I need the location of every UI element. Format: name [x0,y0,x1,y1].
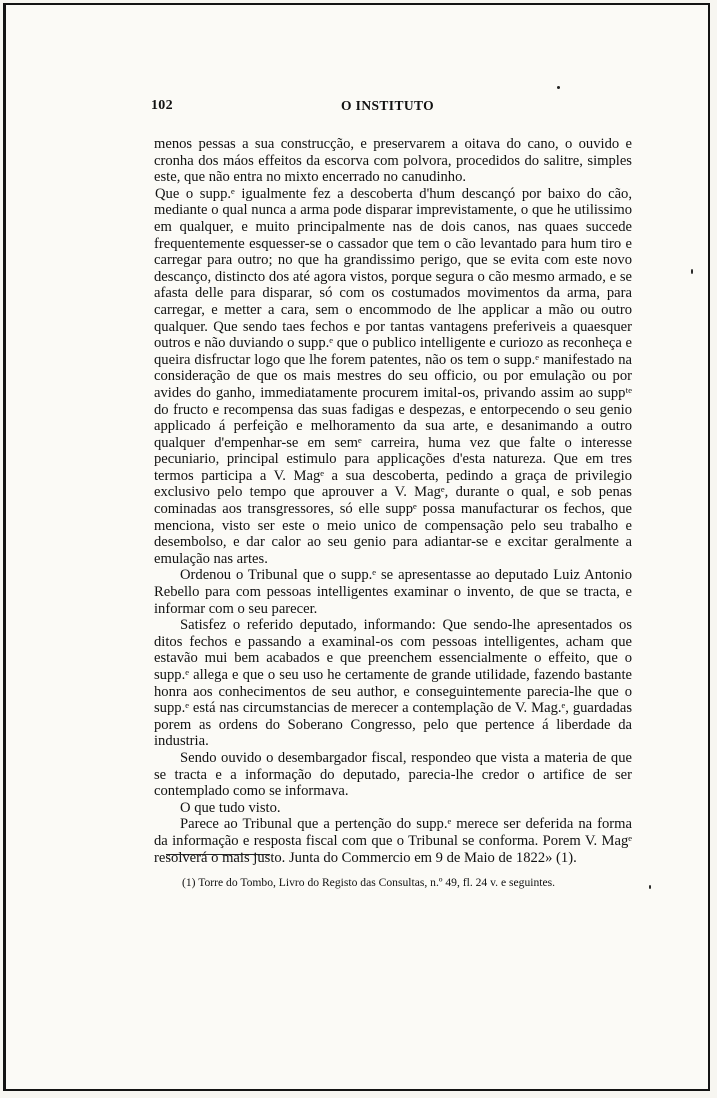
book-page [3,3,710,1091]
running-head: O INSTITUTO [341,98,435,113]
paragraph-sendo-ouvido: Sendo ouvido o desembargador fiscal, respondeo que vista a materia de que se tracta e a informação do deputado, parecia-lhe credor o artifice de ser contemplado como se informava. [154,749,632,800]
ink-speck [649,885,651,889]
footnote-divider [166,854,270,855]
ink-speck [557,86,560,89]
paragraph-parece: Parece ao Tribunal que a pertenção do supp.ᵉ merece ser deferida na forma da informação e resposta fiscal com que o Tribunal se conforma. Porem V. Magᵉ resolverá o mais justo. Junta do Commercio em 9 de Maio de 1822» (1). [154,816,632,866]
body-text [154,136,632,866]
paragraph-o-que-tudo-visto: O que tudo visto. [180,799,281,816]
paragraph-ordenou: Ordenou o Tribunal que o supp.ᵉ se apresentasse ao deputado Luiz Antonio Rebello para com pessoas intelligentes examinar o invento, de que se tracta, e informar com o seu parecer. [154,567,632,617]
paragraph-descanco: Que o supp.ᵉ igualmente fez a descoberta d'hum descançó por baixo do cão, mediante o qual nunca a arma pode disparar imprevistamente, o que he utilissimo em qualquer, e muito principalmente nas de dois canos, nas quaes succede frequentemente esquesser-se o cassador que tem o cão levantado para hum tiro e carregar para outro; no que ha grandissimo perigo, que se evita com este novo descanço, distincto dos até agora vistos, porque segura o cão mesmo armado, e se afasta delle para disparar, só com os costumados movimentos da arma, para carregar, e metter a cara, sem o encommodo de lhe applicar a mão ou outro qualquer. Que sendo taes fechos e por tantas vantagens preferiveis a quaesquer outros e não duviando o supp.ᵉ que o publico intelligente e curiozo as reconheça e queira disfructar logo que lhe forem patentes, não os tem o supp.ᵉ manifestado na consideração de que os mais mestres do seu officio, ou por emulação ou por avides do ganho, immediatamente procurem imital-os, privando assim ao suppᵗᵉ do fructo e recompensa das suas fadigas e despezas, e entorpecendo o seu genio applicado á perfeição e melhoramento da sua arte, e desanimando a outro qualquer d'empenhar-se em semᵉ carreira, huma vez que falte o interesse pecuniario, principal estimulo para applicações d'esta natureza. Que em tres termos participa a V. Magᵉ a sua descoberta, pedindo a graça de privilegio exclusivo pelo tempo que aprouver a V. Magᵉ, durante o qual, e sob penas cominadas aos transgressores, só elle suppᵉ possa manufacturar os fechos, que menciona, visto ser este o meio unico de compensação pelo seu trabalho e desembolso, e dar calor ao seu genio para adiantar-se e excitar geralmente a emulação nas artes. [154,185,632,567]
ink-speck [691,269,693,274]
paragraph-continuation: menos pessas a sua construcção, e preservarem a oitava do cano, o ouvido e cronha dos máos effeitos da escorva com polvora, procedidos do salitre, simples este, que não entra no mixto encerrado no canudinho. [154,136,632,186]
footnote: (1) Torre do Tombo, Livro do Registo das Consultas, n.º 49, fl. 24 v. e seguintes. [182,876,556,889]
page-number: 102 [151,98,173,113]
paragraph-satisfez: Satisfez o referido deputado, informando: Que sendo-lhe apresentados os ditos fechos e passando a examinal-os com pessoas intelligentes, acham que estavão mui bem acabados e que preenchem essencialmente o effeito, que o supp.ᵉ allega e que o seu uso he certamente de grande utilidade, fazendo bastante honra aos conhecimentos de seu author, e conseguintemente parecia-lhe que o supp.ᵉ está nas circumstancias de merecer a contemplação de V. Mag.ᵉ, guardadas porem as ordens do Soberano Congresso, pelo que pertence á liberdade da industria. [154,617,632,750]
page-header [151,98,576,118]
